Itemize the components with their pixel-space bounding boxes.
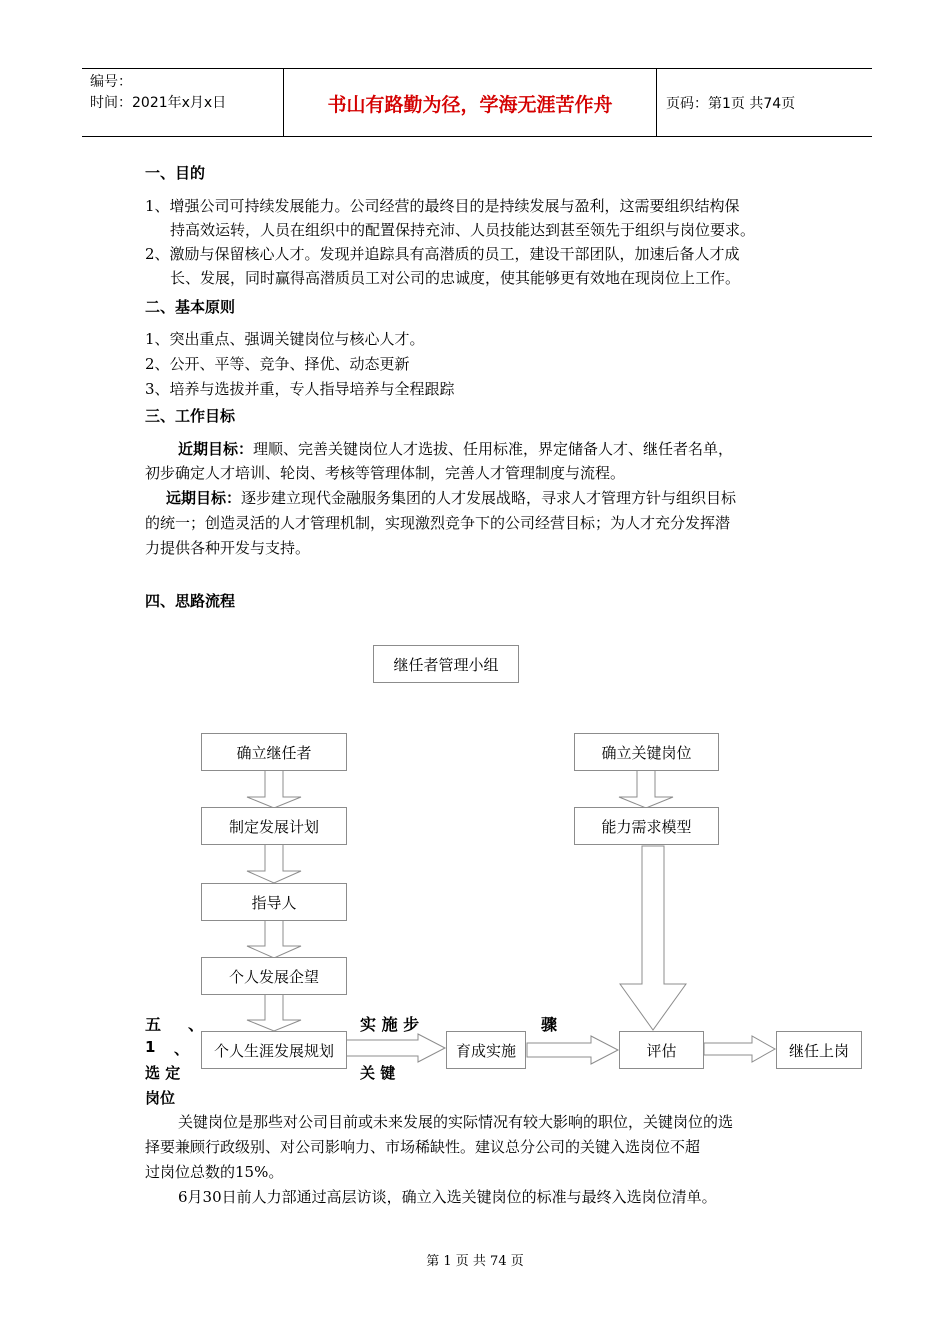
section-2-title: 二、基本原则 xyxy=(145,298,236,316)
arrow-down-4 xyxy=(247,994,301,1031)
box-career-plan: 个人生涯发展规划 xyxy=(201,1031,347,1069)
header-motto: 书山有路勤为径，学海无涯苦作舟 xyxy=(327,93,613,116)
s5-sub-number: 1 xyxy=(145,1038,156,1056)
box-confirm-position: 确立关键岗位 xyxy=(574,733,719,771)
s3-near-label: 近期目标： xyxy=(178,440,254,458)
section-4-title: 四、思路流程 xyxy=(145,592,236,610)
box-personal-wish: 个人发展企望 xyxy=(201,957,347,995)
arrow-right-1 xyxy=(346,1034,445,1062)
s3-far-label: 远期目标： xyxy=(166,489,242,507)
arrow-down-2 xyxy=(247,844,301,883)
s5-sub-title-part-2: 关 键 xyxy=(360,1064,396,1082)
s3-far-line-2: 的统一；创造灵活的人才管理机制，实现激烈竞争下的公司经营目标；为人才充分发挥潜 xyxy=(145,514,731,532)
header-page-info: 页码：第1页 共74页 xyxy=(666,96,796,112)
page-footer: 第 1 页 共 74 页 xyxy=(426,1254,524,1269)
box-confirm-successor: 确立继任者 xyxy=(201,733,347,771)
box-succeed: 继任上岗 xyxy=(776,1031,862,1069)
arrow-right-3 xyxy=(704,1036,775,1062)
s3-far-line-3: 力提供各种开发与支持。 xyxy=(145,539,311,557)
document-time-label: 时间：2021年x月x日 xyxy=(90,95,227,111)
s3-near-line-2: 初步确定人才培训、轮岗、考核等管理体制，完善人才管理制度与流程。 xyxy=(145,464,626,482)
s5-title-part-4: 骤 xyxy=(541,1015,558,1034)
s1-paragraph-1-line-1: 1、增强公司可持续发展能力。公司经营的最终目的是持续发展与盈利，这需要组织结构保 xyxy=(145,197,740,215)
arrow-right-2 xyxy=(527,1036,618,1064)
document-number-label: 编号： xyxy=(90,74,132,90)
arrow-down-right-1 xyxy=(619,770,673,808)
s2-line-2: 2、公开、平等、竞争、择优、动态更新 xyxy=(145,355,410,373)
box-evaluate: 评估 xyxy=(619,1031,704,1069)
box-mentor: 指导人 xyxy=(201,883,347,921)
s5-paragraph-1-line-3: 过岗位总数的15%。 xyxy=(145,1163,284,1181)
s5-paragraph-2: 6月30日前人力部通过高层访谈，确立入选关键岗位的标准与最终入选岗位清单。 xyxy=(178,1188,717,1206)
s5-paragraph-1-line-2: 择要兼顾行政级别、对公司影响力、市场稀缺性。建议总分公司的关键入选岗位不超 xyxy=(145,1138,701,1156)
section-1-title: 一、目的 xyxy=(145,164,206,182)
s2-line-1: 1、突出重点、强调关键岗位与核心人才。 xyxy=(145,330,425,348)
s5-title-part-1: 五 xyxy=(145,1015,162,1034)
s1-paragraph-2-line-2: 长、发展，同时赢得高潜质员工对公司的忠诚度，使其能够更有效地在现岗位上工作。 xyxy=(170,269,741,287)
box-dev-plan: 制定发展计划 xyxy=(201,807,347,845)
s5-sub-title-part-1: 选 定 xyxy=(145,1064,181,1082)
s3-near-text: 理顺、完善关键岗位人才选拔、任用标准，界定储备人才、继任者名单， xyxy=(253,440,734,458)
s5-sub-sep: 、 xyxy=(174,1040,190,1058)
s1-paragraph-2-line-1: 2、激励与保留核心人才。发现并追踪具有高潜质的员工，建设干部团队，加速后备人才成 xyxy=(145,245,740,263)
arrow-down-1 xyxy=(247,770,301,808)
s2-line-3: 3、培养与选拔并重，专人指导培养与全程跟踪 xyxy=(145,380,455,398)
box-successor-group: 继任者管理小组 xyxy=(373,645,519,683)
section-3-title: 三、工作目标 xyxy=(145,407,236,425)
arrow-down-right-big xyxy=(620,846,686,1030)
s5-title-part-3: 实 施 步 xyxy=(360,1015,420,1034)
box-competency-model: 能力需求模型 xyxy=(574,807,719,845)
s5-paragraph-1-line-1: 关键岗位是那些对公司目前或未来发展的实际情况有较大影响的职位，关键岗位的选 xyxy=(178,1113,734,1131)
s5-title-part-2: 、 xyxy=(188,1015,205,1034)
s5-sub-title-part-3: 岗位 xyxy=(145,1089,176,1107)
s1-paragraph-1-line-2: 持高效运转，人员在组织中的配置保持充沛、人员技能达到甚至领先于组织与岗位要求。 xyxy=(170,221,756,239)
box-implement: 育成实施 xyxy=(446,1031,526,1069)
s3-far-text: 逐步建立现代金融服务集团的人才发展战略，寻求人才管理方针与组织目标 xyxy=(241,489,737,507)
arrow-down-3 xyxy=(247,920,301,958)
